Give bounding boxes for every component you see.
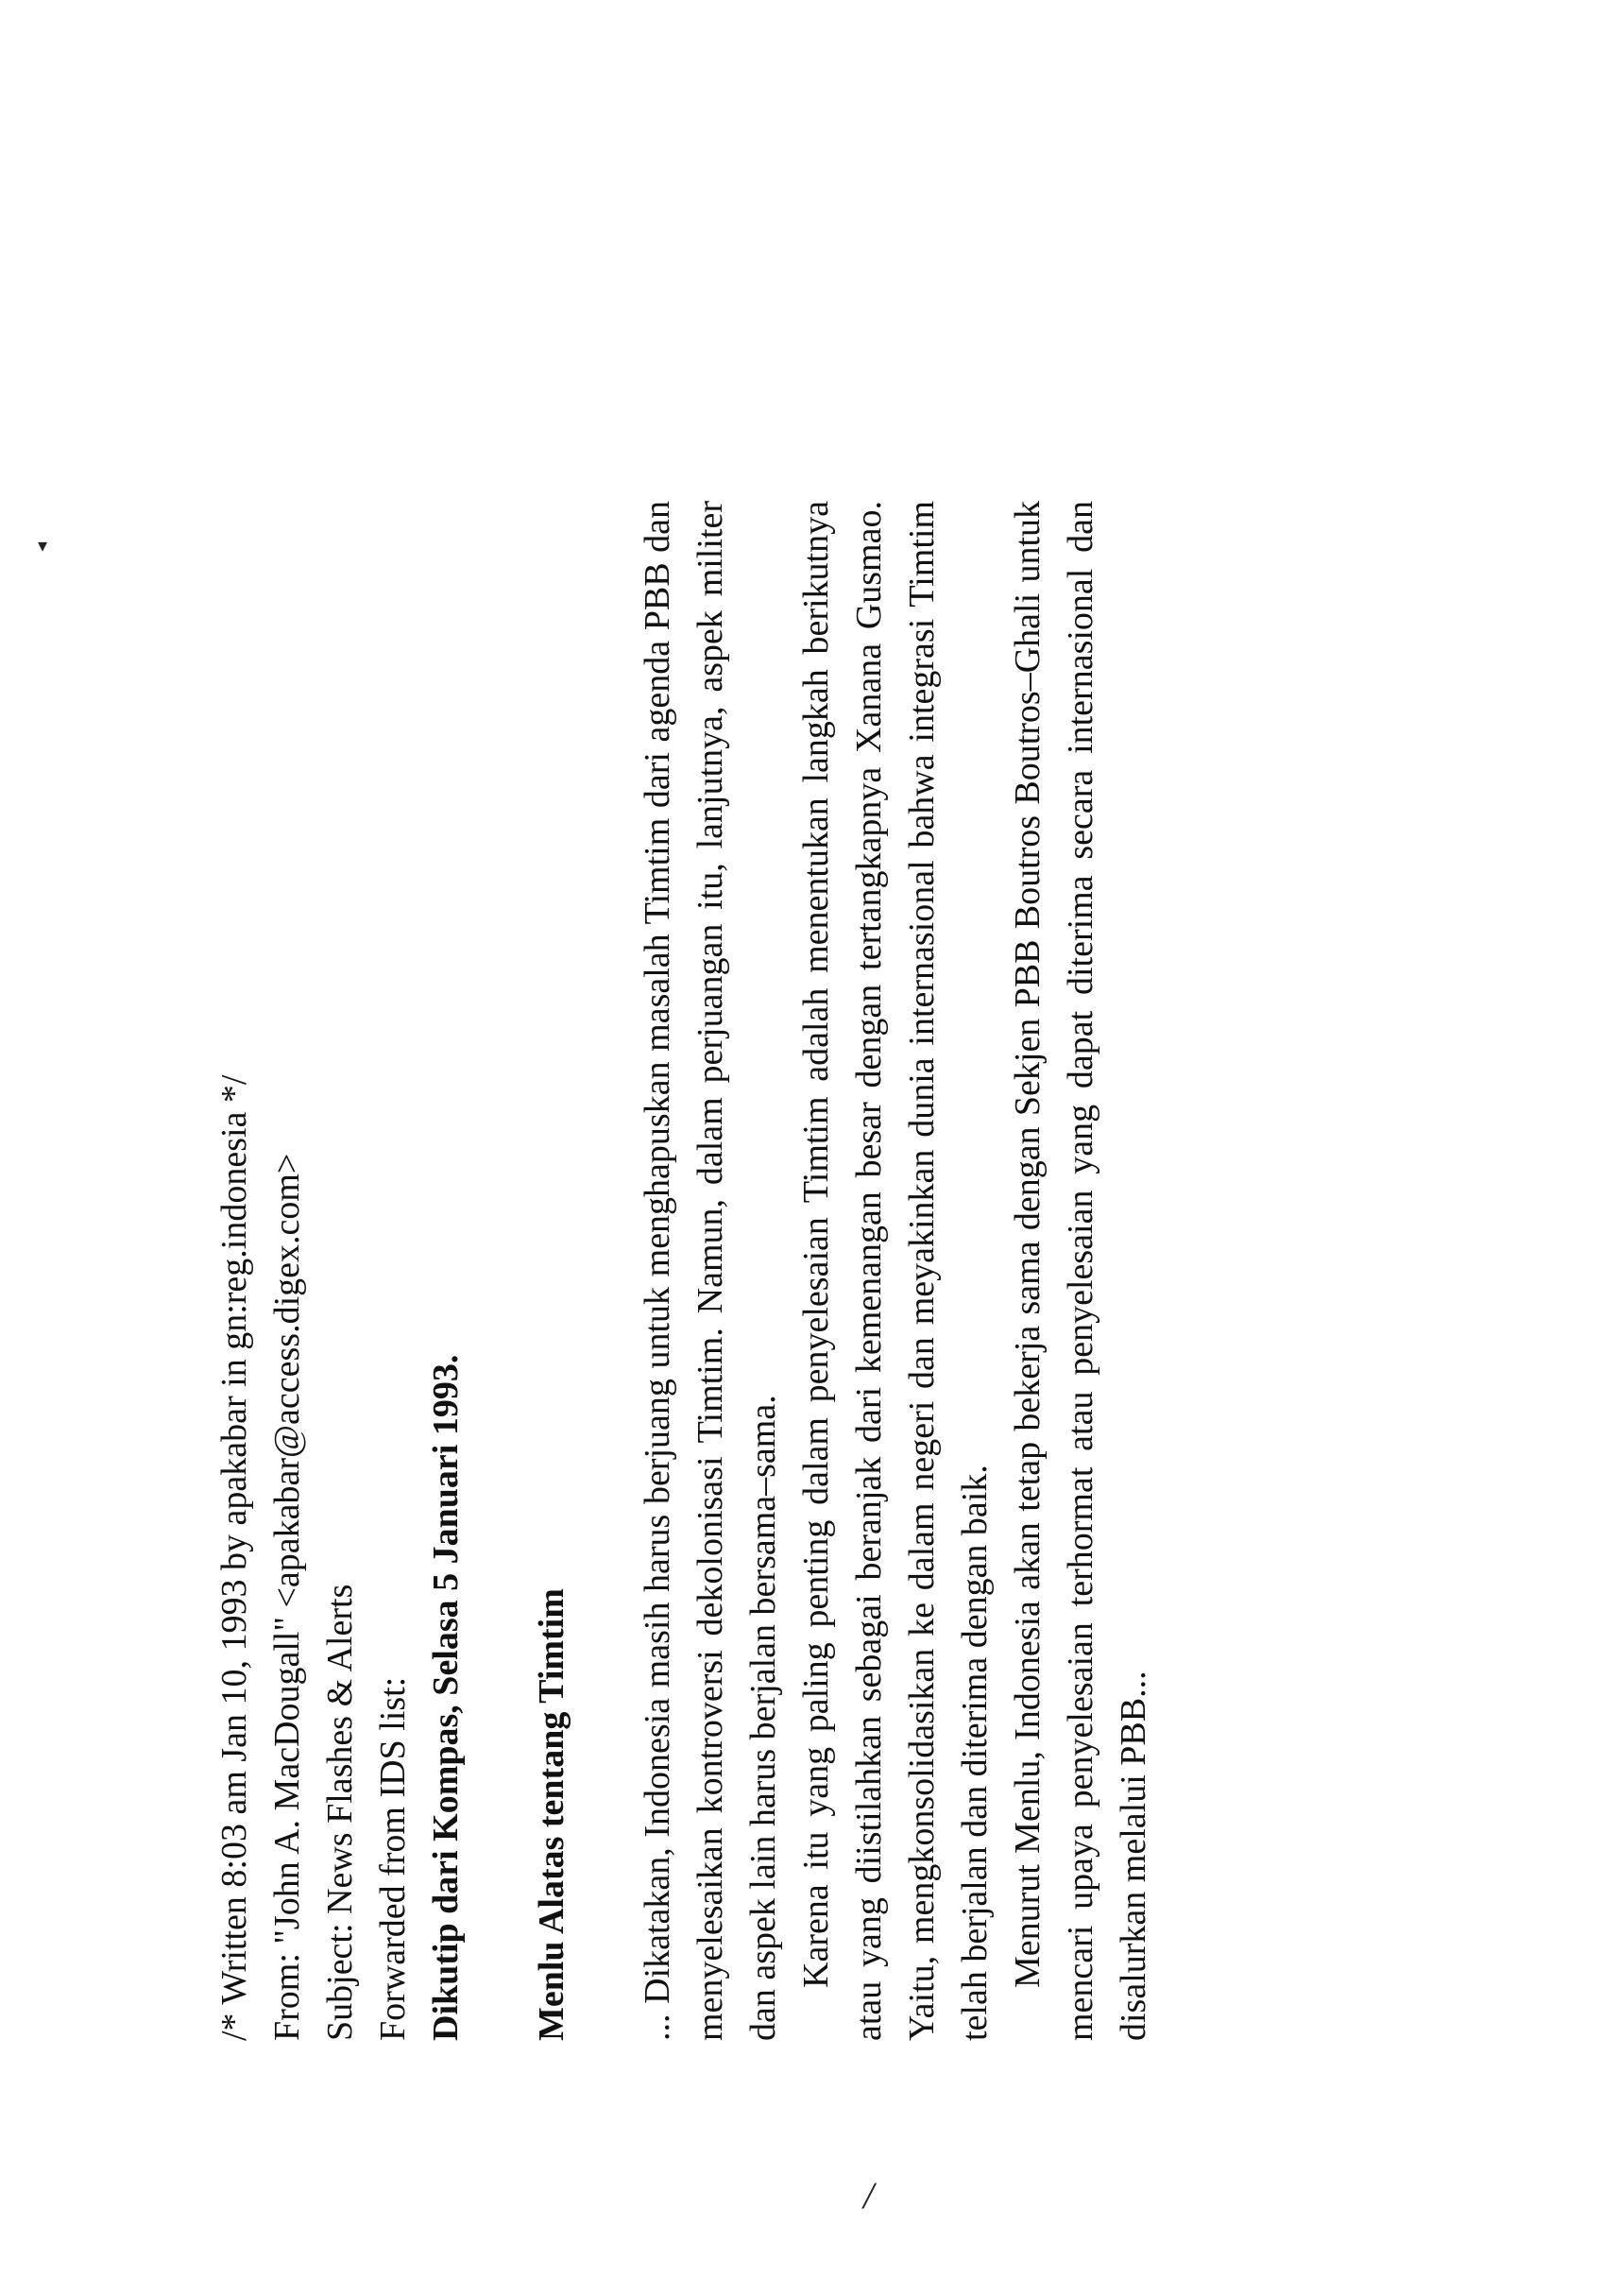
subject-line: Subject: News Flashes & Alerts <box>320 1584 360 2041</box>
from-line: From: "John A. MacDougall" <apakabar@access.digex.com> <box>267 1153 307 2041</box>
email-header <box>208 435 472 2041</box>
stray-mark-bottom: / <box>863 2174 875 2217</box>
article-body <box>631 435 1160 2041</box>
rotated-document-content <box>208 435 1360 2041</box>
article-paragraph-3: Menurut Menlu, Indonesia akan tetap bekerja sama dengan Sekjen PBB Boutros Boutros–Ghali untuk mencari upaya penyelesaian terhormat atau penyelesaian yang dapat diterima secara internasional dan disalurkan melalui PBB... <box>1008 501 1153 2041</box>
article-paragraph-2: Karena itu yang paling penting dalam penyelesaian Timtim adalah menentukan langkah berikutnya atau yang diistilahkan sebagai beranjak dari kemenangan besar dengan tertangkapnya Xanana Gusmao. Yaitu, mengkonsolidasikan ke dalam negeri dan meyakinkan dunia internasional bahwa integrasi Timtim telah berjalan dan diterima dengan baik. <box>796 501 995 2041</box>
written-line: /* Written 8:03 am Jan 10, 1993 by apakabar in gn:reg.indonesia */ <box>214 1074 254 2041</box>
article-paragraph-1: ... Dikatakan, Indonesia masih harus berjuang untuk menghapuskan masalah Timtim dari agenda PBB dan menyelesaikan kontroversi dekolonisasi Timtim. Namun, dalam perjuangan itu, lanjutnya, aspek militer dan aspek lain harus berjalan bersama–sama. <box>638 501 783 2041</box>
article-title: Menlu Alatas tentang Timtim <box>532 1588 571 2041</box>
forwarded-line: Forwarded from IDS list: <box>373 1676 413 2041</box>
stray-mark-top: ▾ <box>38 536 48 557</box>
source-line: Dikutip dari Kompas, Selasa 5 Januari 1993. <box>426 1354 466 2041</box>
